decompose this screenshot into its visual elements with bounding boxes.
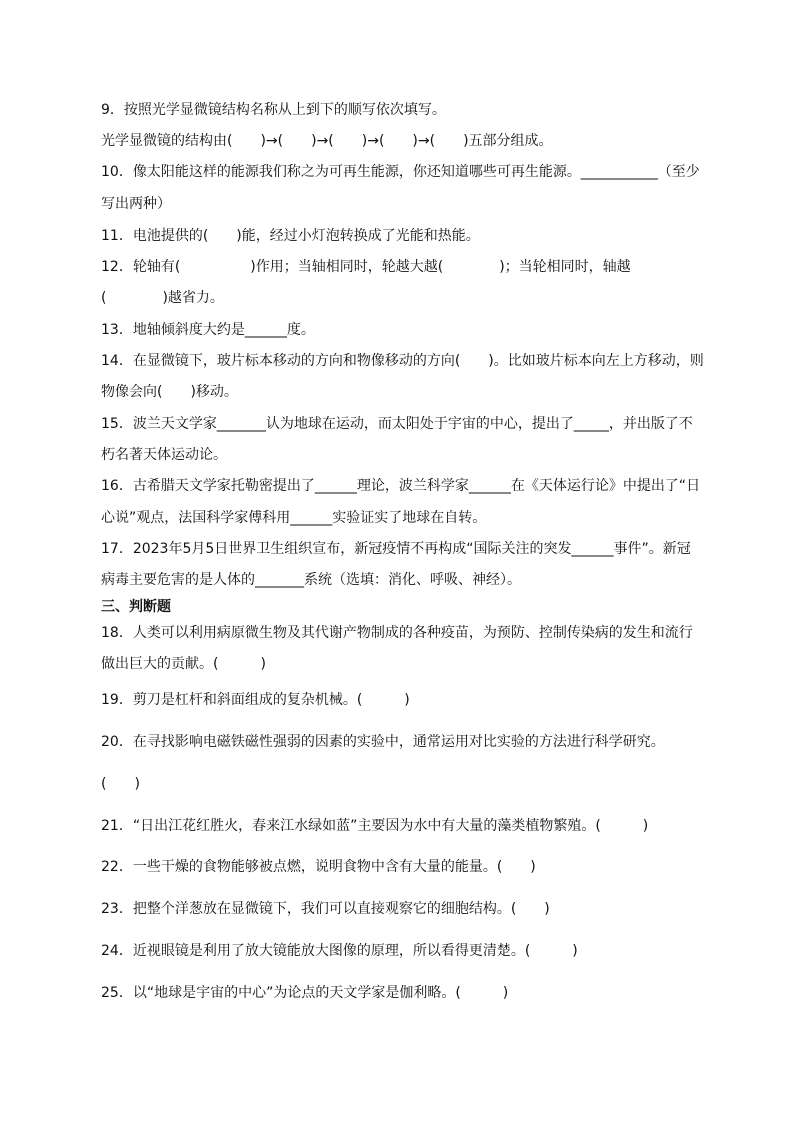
question-9-line-1: 9．按照光学显微镜结构名称从上到下的顺写依次填写。 <box>101 102 446 118</box>
question-12-line-1: 12．轮轴有( )作用；当轴相同时，轮越大越( )；当轮相同时，轴越 <box>101 259 631 275</box>
question-9-line-2: 光学显微镜的结构由( )→( )→( )→( )→( )五部分组成。 <box>101 133 553 149</box>
question-17-line-2: 病毒主要危害的是人体的_______系统（选填：消化、呼吸、神经）。 <box>101 572 521 588</box>
question-10-line-1: 10．像太阳能这样的能源我们称之为可再生能源，你还知道哪些可再生能源。___________（至少 <box>101 164 700 180</box>
question-16-line-2: 心说”观点，法国科学家傅科用______实验证实了地球在自转。 <box>101 510 487 526</box>
question-15-line-1: 15．波兰天文学家_______认为地球在运动，而太阳处于宇宙的中心，提出了_____，并出版了不 <box>101 416 693 432</box>
question-16-line-1: 16．古希腊天文学家托勒密提出了______理论，波兰科学家______在《天体运行论》中提出了“日 <box>101 478 701 494</box>
question-22-line-1: 22．一些干燥的食物能够被点燃，说明食物中含有大量的能量。( ) <box>101 859 536 875</box>
question-10-line-2: 写出两种） <box>101 196 171 212</box>
question-12-line-2: ( )越省力。 <box>101 290 224 306</box>
question-24-line-1: 24．近视眼镜是利用了放大镜能放大图像的原理，所以看得更清楚。( ) <box>101 943 578 959</box>
question-20-line-2: ( ) <box>101 776 140 792</box>
question-14-line-1: 14．在显微镜下，玻片标本移动的方向和物像移动的方向( )。比如玻片标本向左上方移动，则 <box>101 353 704 369</box>
question-23-line-1: 23．把整个洋葱放在显微镜下，我们可以直接观察它的细胞结构。( ) <box>101 901 550 917</box>
question-17-line-1: 17．2023年5月5日世界卫生组织宣布，新冠疫情不再构成“国际关注的突发______事件”。新冠 <box>101 541 691 557</box>
question-21-line-1: 21．“日出江花红胜火，春来江水绿如蓝”主要因为水中有大量的藻类植物繁殖。( ) <box>101 818 649 834</box>
question-20-line-1: 20．在寻找影响电磁铁磁性强弱的因素的实验中，通常运用对比实验的方法进行科学研究。 <box>101 734 665 750</box>
question-25-line-1: 25．以“地球是宇宙的中心”为论点的天文学家是伽利略。( ) <box>101 985 509 1001</box>
question-19-line-1: 19．剪刀是杠杆和斜面组成的复杂机械。( ) <box>101 692 410 708</box>
question-13-line-1: 13．地轴倾斜度大约是______度。 <box>101 322 315 338</box>
question-11-line-1: 11．电池提供的( )能，经过小灯泡转换成了光能和热能。 <box>101 228 480 244</box>
section-3-title: 三、判断题 <box>101 599 171 615</box>
question-18-line-1: 18．人类可以利用病原微生物及其代谢产物制成的各种疫苗，为预防、控制传染病的发生和流行 <box>101 625 693 641</box>
question-14-line-2: 物像会向( )移动。 <box>101 384 238 400</box>
question-18-line-2: 做出巨大的贡献。( ) <box>101 656 266 672</box>
question-15-line-2: 朽名著天体运动论。 <box>101 447 227 463</box>
